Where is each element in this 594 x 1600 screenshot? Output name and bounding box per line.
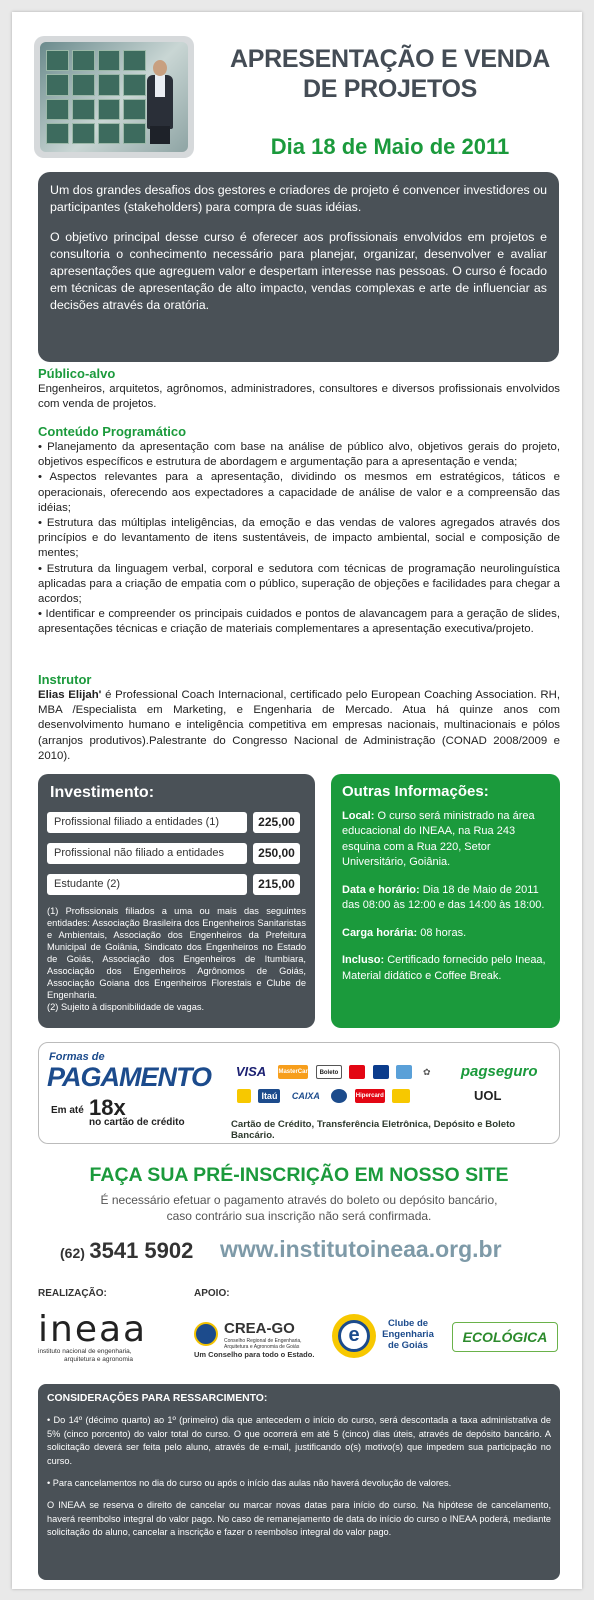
price-row	[47, 812, 306, 833]
price-row	[47, 843, 306, 864]
conteudo-heading: Conteúdo Programático	[38, 424, 187, 439]
consideracoes-p3: O INEAA se reserva o direito de cancelar ou marcar novas datas para início do curso. Na hipótese de cancelamento, haverá reembolso integral do valor pago. No caso de remanejamento de data do início do curso o INEAA poderá, mediante solicitação do aluno, cancelar a inscrição e fazer o reembolso integral do valor pago.	[47, 1499, 551, 1538]
publico-section	[38, 366, 560, 412]
phone-number: (62) 3541 5902	[60, 1238, 194, 1263]
bank-icon	[373, 1065, 389, 1079]
price-value: 225,00	[253, 812, 300, 833]
flyer-page: APRESENTAÇÃO E VENDA DE PROJETOS Dia 18 de Maio de 2011 Um dos grandes desafios dos gestores e criadores de projeto é convencer investidores ou participantes (stakeholders) para compra de suas idéias. O objetivo principal desse curso é oferecer aos profissionais envolvidos em projetos e consultoria o conhecimento necessário para planejar, organizar, desenvolver e avaliar apresentações que agreguem valor e despertam interesse nas pessoas. O curso é focado em técnicas de apresentação de alto impacto, vendas complexas e arte de influenciar as decisões através da oratória. Público-alvo Engenheiros, arquitetos, agrônomos, administradores, consultores e diversos profissionais envolvidos com venda de projetos. Conteúdo Programático • Planejamento da apresentação com base na análise de público alvo, objetivos gerais do projeto, objetivos específicos e estrutura de abordagem e argumentação para a apresentação e venda; • Aspectos relevantes para a apresentação, dividindo os mesmos em estratégicos, táticos e operacionais, oferecendo aos expectadores a capacidade de análise de valor e a compreensão das idéias; • Estrutura das múltiplas inteligências, da emoção e das vendas de valores agregados através dos princípios e do levantamento de itens sustentáveis, de impacto ambiental, social e composição de mentes; • Estrutura da linguagem verbal, corporal e sedutora com técnicas de programação neurolinguística aplicadas para a criação de empatia com o público, superação de objeções e facilidades para chegar a acordos; • Identificar e compreender os principais cuidados e pontos de alavancagem para a geração de slides, apresentações técnicas e criação de materiais complementares a apresentação executiva/projeto. Instrutor Elias Elijah' é Professional Coach Internacional, certificado pelo European Coaching Association. RH, MBA /Especialista em Marketing, e Engenharia de Mercado. Atua há quinze anos com desenvolvimento humano e inteligência competitiva em empresas nacionais, multinacionais e pólos (arranjos produtivos).Palestrante do Congresso Nacional de Administração (CONAD 2008/2009 e 2010). Investimento: Profissional filiado a entidades (1) 225,00 Profissional não filiado a entidades 250,00 Estudante (2) 215,00 (1) Profissionais filiados a uma ou mais das seguintes entidades: Associação Brasileira dos Engenheiros Sanitaristas e Ambientais, Associação dos Engenheiros da Prefeitura Municipal de Goiânia, Sindicato dos Engenheiros no Estado de Goiás, Associação dos Engenheiros de Itumbiara, Associação dos Engenheiros Agrônomos de Goiás, Associação Goiana dos Engenheiros Florestais e Clube de Engenharia. (2) Sujeito à disponibilidade de vagas. Outras Informações: Local: O curso será ministrado na área educacional do INEAA, na Rua 243 esquina com a Rua 220, Setor Universitário, Goiânia. Data e horário: Dia 18 de Maio de 2011 das 08:00 às 12:00 e das 14:00 às 18:00. Carga horária: 08 horas. Incluso: Certificado fornecido pelo Ineaa, Material didático e Coffee Break. Formas de PAGAMENTO Em até 18x no cartão de crédito VISA MasterCard Boleto ✿ pagseguro Itaú CAIXA Hipercard UOL Cartão de Crédito, Transferência Eletrônica, Depósito e Boleto Bancário. FAÇA SUA PRÉ-INSCRIÇÃO EM NOSSO SITE É necessário efetuar o pagamento através do boleto ou depósito bancário, caso contrário sua inscrição não será confirmada. (62) 3541 5902 www.institutoineaa.org.br REALIZAÇÃO: APOIO: ineaa instituto nacional de engenharia, arquitetura e agronomia CREA-GO Conselho Regional de Engenharia, Arquitetura e Agronomia de Goiás Um Conselho para todo o Estado. e Clube de Engenharia de Goiás ECOLÓGICA CONSIDERAÇÕES PARA RESSARCIMENTO: • Do 14º (décimo quarto) ao 1º (primeiro) dia que antecedem o início do curso, será descontada a taxa administrativa de 5% (cinco porcento) do valor total do curso. O que ocorrerá em até 5 (cinco) dias úteis, através de depósito bancário. A solicitação deverá ser feita pelo aluno, através de e-mail, justificando o(s) motivo(s) que impedem sua participação no curso. • Para cancelamentos no dia do curso ou após o início das aulas não haverá devolução de valores. O INEAA se reserva o direito de cancelar ou marcar novas datas para início do curso. Na hipótese de cancelamento, haverá reembolso integral do valor pago. No caso de remanejamento de data do início do curso o INEAA poderá, mediante solicitação do aluno, cancelar a inscrição e fazer o reembolso integral do valor pago.	[12, 12, 582, 1589]
price-row	[47, 874, 306, 895]
outras-informacoes-box	[331, 774, 560, 1028]
bank-icon	[349, 1065, 365, 1079]
pagamento-box	[38, 1042, 560, 1144]
conteudo-item: • Estrutura da linguagem verbal, corporal e sedutora com técnicas de programação neurolinguística aplicadas para a criação de empatia com o público, superação de objeções e facilidades para chegar a acordos;	[38, 562, 560, 608]
bank-icon: ✿	[422, 1066, 431, 1077]
visa-logo: VISA	[235, 1063, 267, 1079]
bank-icon	[392, 1089, 410, 1103]
instrutor-heading: Instrutor	[38, 672, 92, 687]
incluso-info: Incluso: Certificado fornecido pelo Ineaa, Material didático e Coffee Break.	[342, 954, 546, 982]
ineaa-logo: ineaa instituto nacional de engenharia, arquitetura e agronomia	[38, 1309, 148, 1363]
payment-logos	[231, 1063, 551, 1105]
carga-info: Carga horária: 08 horas.	[342, 926, 467, 939]
consideracoes-p1: • Do 14º (décimo quarto) ao 1º (primeiro) dia que antecedem o início do curso, será descontada a taxa administrativa de 5% (cinco porcento) do valor total do curso. O que ocorrerá em até 5 (cinco) dias úteis, através de depósito bancário. A solicitação deverá ser feita pelo aluno, através de e-mail, justificando o(s) motivo(s) que impedem sua participação no curso.	[47, 1414, 551, 1467]
data-info: Data e horário: Dia 18 de Maio de 2011 das 08:00 às 12:00 e das 14:00 às 18:00.	[342, 883, 545, 911]
price-label: Profissional não filiado a entidades	[47, 843, 247, 864]
consideracoes-p2: • Para cancelamentos no dia do curso ou após o início das aulas não haverá devolução de valores.	[47, 1477, 452, 1488]
bank-icon	[331, 1089, 347, 1103]
intro-paragraph-1: Um dos grandes desafios dos gestores e criadores de projeto é convencer investidores ou participantes (stakeholders) para compra de suas idéias.	[50, 183, 547, 214]
website-link[interactable]: www.institutoineaa.org.br	[220, 1236, 502, 1262]
consideracoes-box	[38, 1384, 560, 1580]
page-title: APRESENTAÇÃO E VENDA DE PROJETOS	[230, 45, 550, 103]
pagseguro-logo: pagseguro	[460, 1062, 538, 1080]
pagamento-caption: Cartão de Crédito, Transferência Eletrônica, Depósito e Boleto Bancário.	[231, 1119, 516, 1141]
intro-paragraph-2: O objetivo principal desse curso é oferecer aos profissionais envolvidos em projetos e consultoria o conhecimento necessário para planejar, organizar, desenvolver e avaliar apresentações que agreguem valor e despertam interesse nas pessoas. O curso é focado em técnicas de apresentação de alto impacto, vendas complexas e arte de influenciar as decisões através da oratória.	[50, 230, 547, 312]
presenter-figure	[144, 60, 176, 144]
investimento-box	[38, 774, 315, 1028]
instrutor-name: Elias Elijah'	[38, 689, 102, 701]
inscricao-subtext: É necessário efetuar o pagamento através do boleto ou depósito bancário, caso contrário sua inscrição não será confirmada.	[100, 1193, 498, 1223]
hipercard-logo: Hipercard	[355, 1089, 385, 1103]
inscricao-heading: FAÇA SUA PRÉ-INSCRIÇÃO EM NOSSO SITE	[89, 1164, 509, 1186]
investimento-note-1: (1) Profissionais filiados a uma ou mais das seguintes entidades: Associação Brasileira dos Engenheiros Sanitaristas e Ambientais, Associação dos Engenheiros da Prefeitura Municipal de Goiânia, Sindicato dos Engenheiros no Estado de Goiás, Associação dos Engenheiros de Itumbiara, Associação dos Engenheiros Agrônomos de Goiás, Associação Goiana dos Engenheiros Florestais e Clube de Engenharia.	[47, 906, 306, 1000]
hero-image	[34, 36, 194, 158]
intro-box	[38, 172, 559, 362]
price-label: Estudante (2)	[47, 874, 247, 895]
ecologica-logo: ECOLÓGICA	[452, 1322, 558, 1352]
conteudo-item: • Planejamento da apresentação com base na análise de público alvo, objetivos gerais do projeto, objetivos específicos e estrutura de abordagem e argumentação para a apresentação e venda;	[38, 440, 560, 470]
realizacao-label: REALIZAÇÃO:	[38, 1288, 107, 1299]
investimento-heading: Investimento:	[50, 784, 155, 801]
pagamento-cartao: no cartão de crédito	[89, 1117, 185, 1128]
boleto-logo: Boleto	[316, 1065, 342, 1079]
itau-logo: Itaú	[258, 1089, 280, 1103]
publico-text: Engenheiros, arquitetos, agrônomos, administradores, consultores e diversos profissionais envolvidos com venda de projetos.	[38, 383, 560, 411]
instrutor-text	[38, 688, 560, 764]
pagamento-title: PAGAMENTO	[47, 1062, 212, 1092]
instrutor-section	[38, 672, 560, 764]
price-label: Profissional filiado a entidades (1)	[47, 812, 247, 833]
pagamento-formas: Formas de	[49, 1051, 105, 1063]
course-date: Dia 18 de Maio de 2011	[270, 134, 510, 159]
conteudo-section	[38, 424, 560, 638]
uol-logo: UOL	[473, 1087, 502, 1103]
pagamento-parcelas: 18x	[89, 1095, 126, 1120]
instrutor-bio: é Professional Coach Internacional, certificado pelo European Coaching Association. RH, MBA /Especialista em Marketing, e Engenharia de Mercado. Atua há quinze anos com desenvolvimento humano e inteligência competitiva em empresas nacionais, multinacionais e pólos (arranjos produtivos).Palestrante do Congresso Nacional de Administração (CONAD 2008/2009 e 2010).	[38, 689, 561, 762]
bank-icon	[237, 1089, 251, 1103]
conteudo-item: • Identificar e compreender os principais cuidados e pontos de alavancagem para a geração de slides, apresentações técnicas e criação de materiais complementares a apresentação executiva/projeto.	[38, 607, 560, 637]
bank-icon	[396, 1065, 412, 1079]
publico-heading: Público-alvo	[38, 366, 116, 381]
investimento-note-2: (2) Sujeito à disponibilidade de vagas.	[47, 1002, 205, 1012]
conteudo-item: • Aspectos relevantes para a apresentação, dividindo os mesmos em estratégicos, táticos e operacionais, oferecendo aos expectadores a capacidade de análise de valor e a compreensão das idéias;	[38, 470, 560, 516]
consideracoes-heading: CONSIDERAÇÕES PARA RESSARCIMENTO:	[47, 1393, 268, 1404]
pagamento-ate: Em até	[51, 1105, 84, 1116]
caixa-logo: CAIXA	[288, 1089, 324, 1103]
clube-engenharia-logo: e Clube de Engenharia de Goiás	[332, 1314, 442, 1360]
apoio-label: APOIO:	[194, 1288, 230, 1299]
local-info: Local: O curso será ministrado na área educacional do INEAA, na Rua 243 esquina com a Rua 220, Setor Universitário, Goiânia.	[342, 809, 535, 868]
price-value: 250,00	[253, 843, 300, 864]
crea-emblem-icon	[194, 1322, 218, 1346]
outras-heading: Outras Informações:	[342, 783, 489, 800]
price-value: 215,00	[253, 874, 300, 895]
mastercard-logo: MasterCard	[278, 1065, 308, 1079]
conteudo-item: • Estrutura das múltiplas inteligências, da emoção e das vendas de valores agregados através dos princípios e do levantamento de itens sustentáveis, de impacto ambiental, social e composição de mentes;	[38, 516, 560, 562]
